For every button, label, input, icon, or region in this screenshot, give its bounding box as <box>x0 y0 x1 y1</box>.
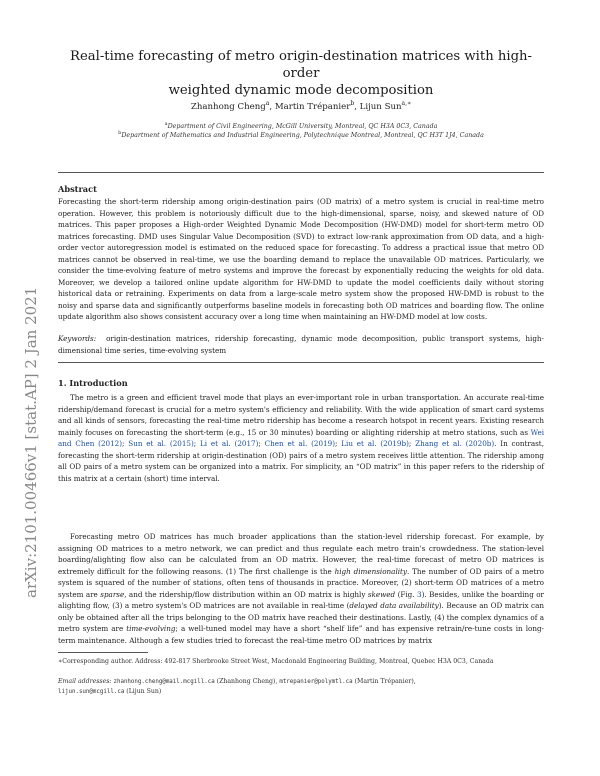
affiliation-b-text: Department of Mathematics and Industrial Engineering, Polytechnique Montreal, Montreal, QC H3T 1J4, Canada <box>121 132 484 140</box>
affiliation-a-text: Department of Civil Engineering, McGill University, Montreal, QC H3A 0C3, Canada <box>167 123 438 131</box>
figure-ref-3[interactable]: 3 <box>417 589 422 599</box>
footnote-emails <box>58 677 544 697</box>
emphasis-skewed: skewed <box>367 589 396 599</box>
title-line-2: weighted dynamic mode decomposition <box>168 83 434 98</box>
footnote-rule <box>58 652 148 653</box>
citation-sun-2015[interactable]: Sun et al. (2015) <box>128 439 194 448</box>
affiliation-b-mark: b <box>118 130 122 136</box>
author-2-mark: b <box>350 100 355 107</box>
author-1-mark: a <box>265 100 270 107</box>
sep-2: ; <box>193 439 201 448</box>
email-name-cheng: (Zhanhong Cheng), <box>214 678 280 685</box>
affiliation-b <box>58 130 544 139</box>
email-name-trepanier: (Martin Trépanier), <box>352 678 416 685</box>
arxiv-stamp <box>8 200 48 600</box>
paper-title <box>58 48 544 99</box>
intro-p2-part-a: Forecasting metro OD matrices has much broader applications than the station-level ridership forecast. For example, by assigning OD matrices to a metro network, we can predict and thus regulate each metro train's crowdedness. The station-level boarding/alighting flow also can be calculated from an OD matrix. However, the real-time forecast of metro OD matrices is extremely difficult for the following reasons. (1) The first challenge is the <box>58 532 544 576</box>
emphasis-time-evolving: time-evolving <box>126 624 176 633</box>
sep-3: ; <box>258 439 265 448</box>
author-3-mark: a,∗ <box>401 100 412 107</box>
author-1: Zhanhong Cheng <box>190 101 266 112</box>
emphasis-delayed-data: delayed data availability <box>349 601 439 610</box>
author-3: Lijun Sun <box>359 101 402 112</box>
author-2: Martin Trépanier <box>274 101 351 112</box>
intro-p2-part-f: ). Because an OD matrix can only be obtained after all the trips belonging to the OD matrix have reached their destinations. Lastly, (4) the complex dynamics of a metro system are <box>58 601 544 633</box>
keywords <box>58 333 544 356</box>
keywords-text: origin-destination matrices, ridership forecasting, dynamic mode decomposition, public transport systems, high-dimensional time series, time-evolving system <box>58 334 544 355</box>
arxiv-stamp-text: arXiv:2101.00466v1 [stat.AP] 2 Jan 2021 <box>22 286 40 598</box>
title-line-1: Real-time forecasting of metro origin-destination matrices with high-order <box>70 49 532 81</box>
sep-5: ; <box>408 439 416 448</box>
email-name-sun: (Lijun Sun) <box>124 688 162 695</box>
affiliation-a-mark: a <box>164 121 168 127</box>
abstract-heading: Abstract <box>58 184 97 194</box>
emphasis-high-dimensionality: high dimensionality <box>334 566 407 576</box>
intro-p2-part-d: (Fig. <box>395 589 418 599</box>
intro-p2-part-b: . The number of OD pairs of a metro system is squared of the number of stations, often tens of thousands in practice. Moreover, (2) short-term OD matrices of a metro system are <box>58 566 544 599</box>
intro-p2-part-e: ). Besides, unlike the boarding or alighting flow, (3) a metro system's OD matrices are not available in real-time ( <box>58 589 544 610</box>
email-link-sun[interactable]: lijun.sun@mcgill.ca <box>58 689 125 695</box>
sep-1: ; <box>122 439 129 448</box>
abstract-top-rule <box>58 172 544 173</box>
email-link-trepanier[interactable]: mtrepanier@polymtl.ca <box>279 679 353 685</box>
sep-4: ; <box>335 439 342 448</box>
affiliation-a <box>58 121 544 130</box>
citation-liu-2019b[interactable]: Liu et al. (2019b) <box>341 439 409 448</box>
emphasis-sparse: sparse <box>100 589 125 599</box>
citation-li-2017[interactable]: Li et al. (2017) <box>200 439 259 448</box>
citation-chen-2019[interactable]: Chen et al. (2019) <box>264 439 336 448</box>
intro-p2-part-c: , and the ridership/flow distribution within an OD matrix is highly <box>124 589 368 599</box>
keywords-label: Keywords: <box>58 334 97 343</box>
intro-paragraph-1 <box>58 392 544 484</box>
citation-zhang-2020b[interactable]: Zhang et al. (2020b) <box>415 439 495 448</box>
intro-paragraph-2 <box>58 531 544 646</box>
footnote-corresponding: ∗Corresponding author. Address: 492-817 Sherbrooke Street West, Macdonald Engineering Building, Montreal, Quebec H3A 0C3, Canada <box>58 658 494 665</box>
footnote-email-label: Email addresses: <box>58 678 114 685</box>
intro-p1-part-a: The metro is a green and efficient travel mode that plays an ever-important role in urban transportation. An accurate real-time ridership/demand forecast is crucial for a metro system's efficiency and reliability. With the wide application of smart card systems and all kinds of sensors, forecasting the real-time metro ridership has become a research hotspot in recent years. Existing research mainly focuses on forecasting the short-term (e.g., 15 or 30 minutes) boarding or alighting ridership at metro stations, such as <box>58 393 544 437</box>
author-list: Zhanhong Cheng$^a$, Martin Trépanier$^b$, Lijun Sun$^{a,∗}$ <box>190 100 412 112</box>
citation-wei-chen-2012[interactable]: Wei and Chen (2012) <box>58 427 544 448</box>
email-link-cheng[interactable]: zhanhong.cheng@mail.mcgill.ca <box>113 679 215 685</box>
section-heading-introduction: 1. Introduction <box>58 378 128 388</box>
abstract-bottom-rule <box>58 362 544 363</box>
intro-p2-part-g: ; a well-tuned model may have a short “shelf life” and has expensive retrain/re-tune costs in long-term maintenance. Although a few studies tried to forecast the real-time metro OD matrices by matrix <box>58 624 544 645</box>
abstract-text: Forecasting the short-term ridership among origin-destination pairs (OD matrix) of a metro system is crucial in real-time metro operation. However, this problem is notoriously difficult due to the high-dimensional, sparse, noisy, and skewed nature of OD matrices. This paper proposes a High-order Weighted Dynamic Mode Decomposition (HW-DMD) model for short-term metro OD matrices forecasting. DMD uses Singular Value Decomposition (SVD) to extract low-rank approximation from OD data, and a high-order vector autoregression model is estimated on the reduced space for forecasting. To address a practical issue that metro OD matrices cannot be observed in real-time, we use the boarding demand to replace the unavailable OD matrices. Particularly, we consider the time-evolving feature of metro systems and improve the forecast by exponentially reducing the weights for old data. Moreover, we develop a tailored online update algorithm for HW-DMD to update the model coefficients daily without storing historical data or retraining. Experiments on data from a large-scale metro system show the proposed HW-DMD is robust to the noisy and sparse data and significantly outperforms baseline models in forecasting both OD matrices and boarding flow. The online update algorithm also shows consistent accuracy over a long time when maintaining an HW-DMD model at low costs. <box>58 197 544 321</box>
intro-p1-part-b: . In contrast, forecasting the short-term ridership at origin-destination (OD) pairs of a metro system receives little attention. The ridership among all OD pairs of a metro system can be organized into a matrix. For simplicity, an “OD matrix” in this paper refers to the ridership of this matrix at a certain (short) time interval. <box>58 439 544 483</box>
